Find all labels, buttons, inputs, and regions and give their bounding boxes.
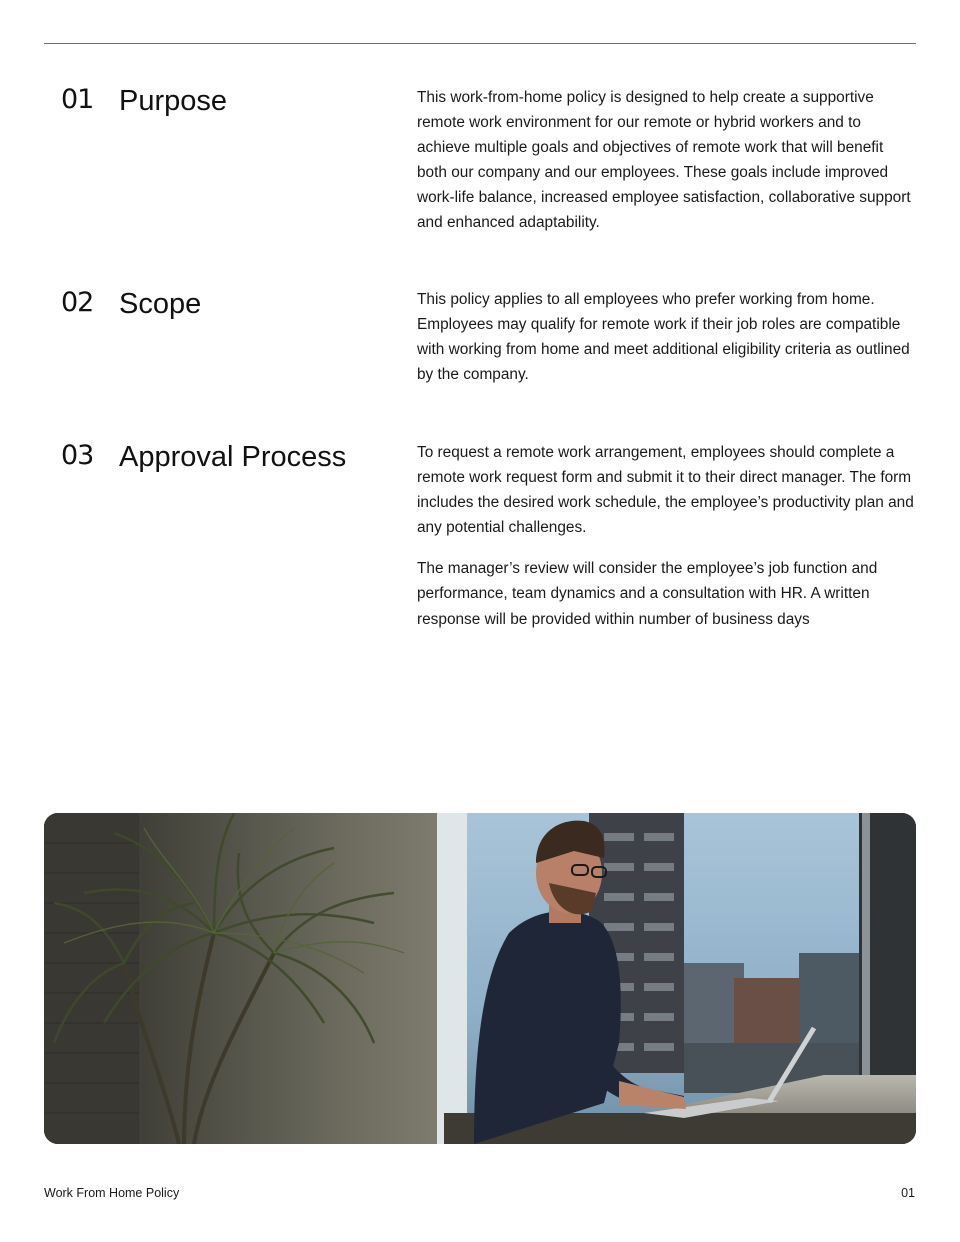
section-number: 01 — [61, 84, 94, 115]
section-body — [417, 440, 917, 632]
section-title: Scope — [119, 288, 202, 320]
section-paragraph: To request a remote work arrangement, employees should complete a remote work request form and submit it to their direct manager. The form includes the desired work schedule, the employee’s productivity plan and any potential challenges. — [417, 444, 914, 537]
office-photo-illustration — [44, 813, 916, 1144]
top-divider — [44, 43, 916, 44]
section-paragraph: The manager’s review will consider the employee’s job function and performance, team dynamics and a consultation with HR. A written response will be provided within number of business days — [417, 560, 878, 628]
office-photo — [44, 813, 916, 1144]
section-title: Purpose — [119, 85, 228, 117]
section-paragraph: This work-from-home policy is designed to help create a supportive remote work environment for our remote or hybrid workers and to achieve multiple goals and objectives of remote work that will benefit both our company and our employees. These goals include improved work-life balance, increased employee satisfaction, collaborative support and enhanced adaptability. — [417, 89, 911, 232]
section-paragraph: This policy applies to all employees who prefer working from home. Employees may qualify for remote work if their job roles are compatible with working from home and meet additional eligibility criteria as outlined by the company. — [417, 291, 910, 384]
section-number: 02 — [61, 287, 94, 318]
section-title: Approval Process — [119, 441, 347, 473]
section-body — [417, 85, 917, 236]
footer-document-title: Work From Home Policy — [44, 1186, 180, 1200]
footer-page-number: 01 — [901, 1186, 915, 1200]
section-number: 03 — [61, 440, 94, 471]
section-body — [417, 287, 917, 387]
